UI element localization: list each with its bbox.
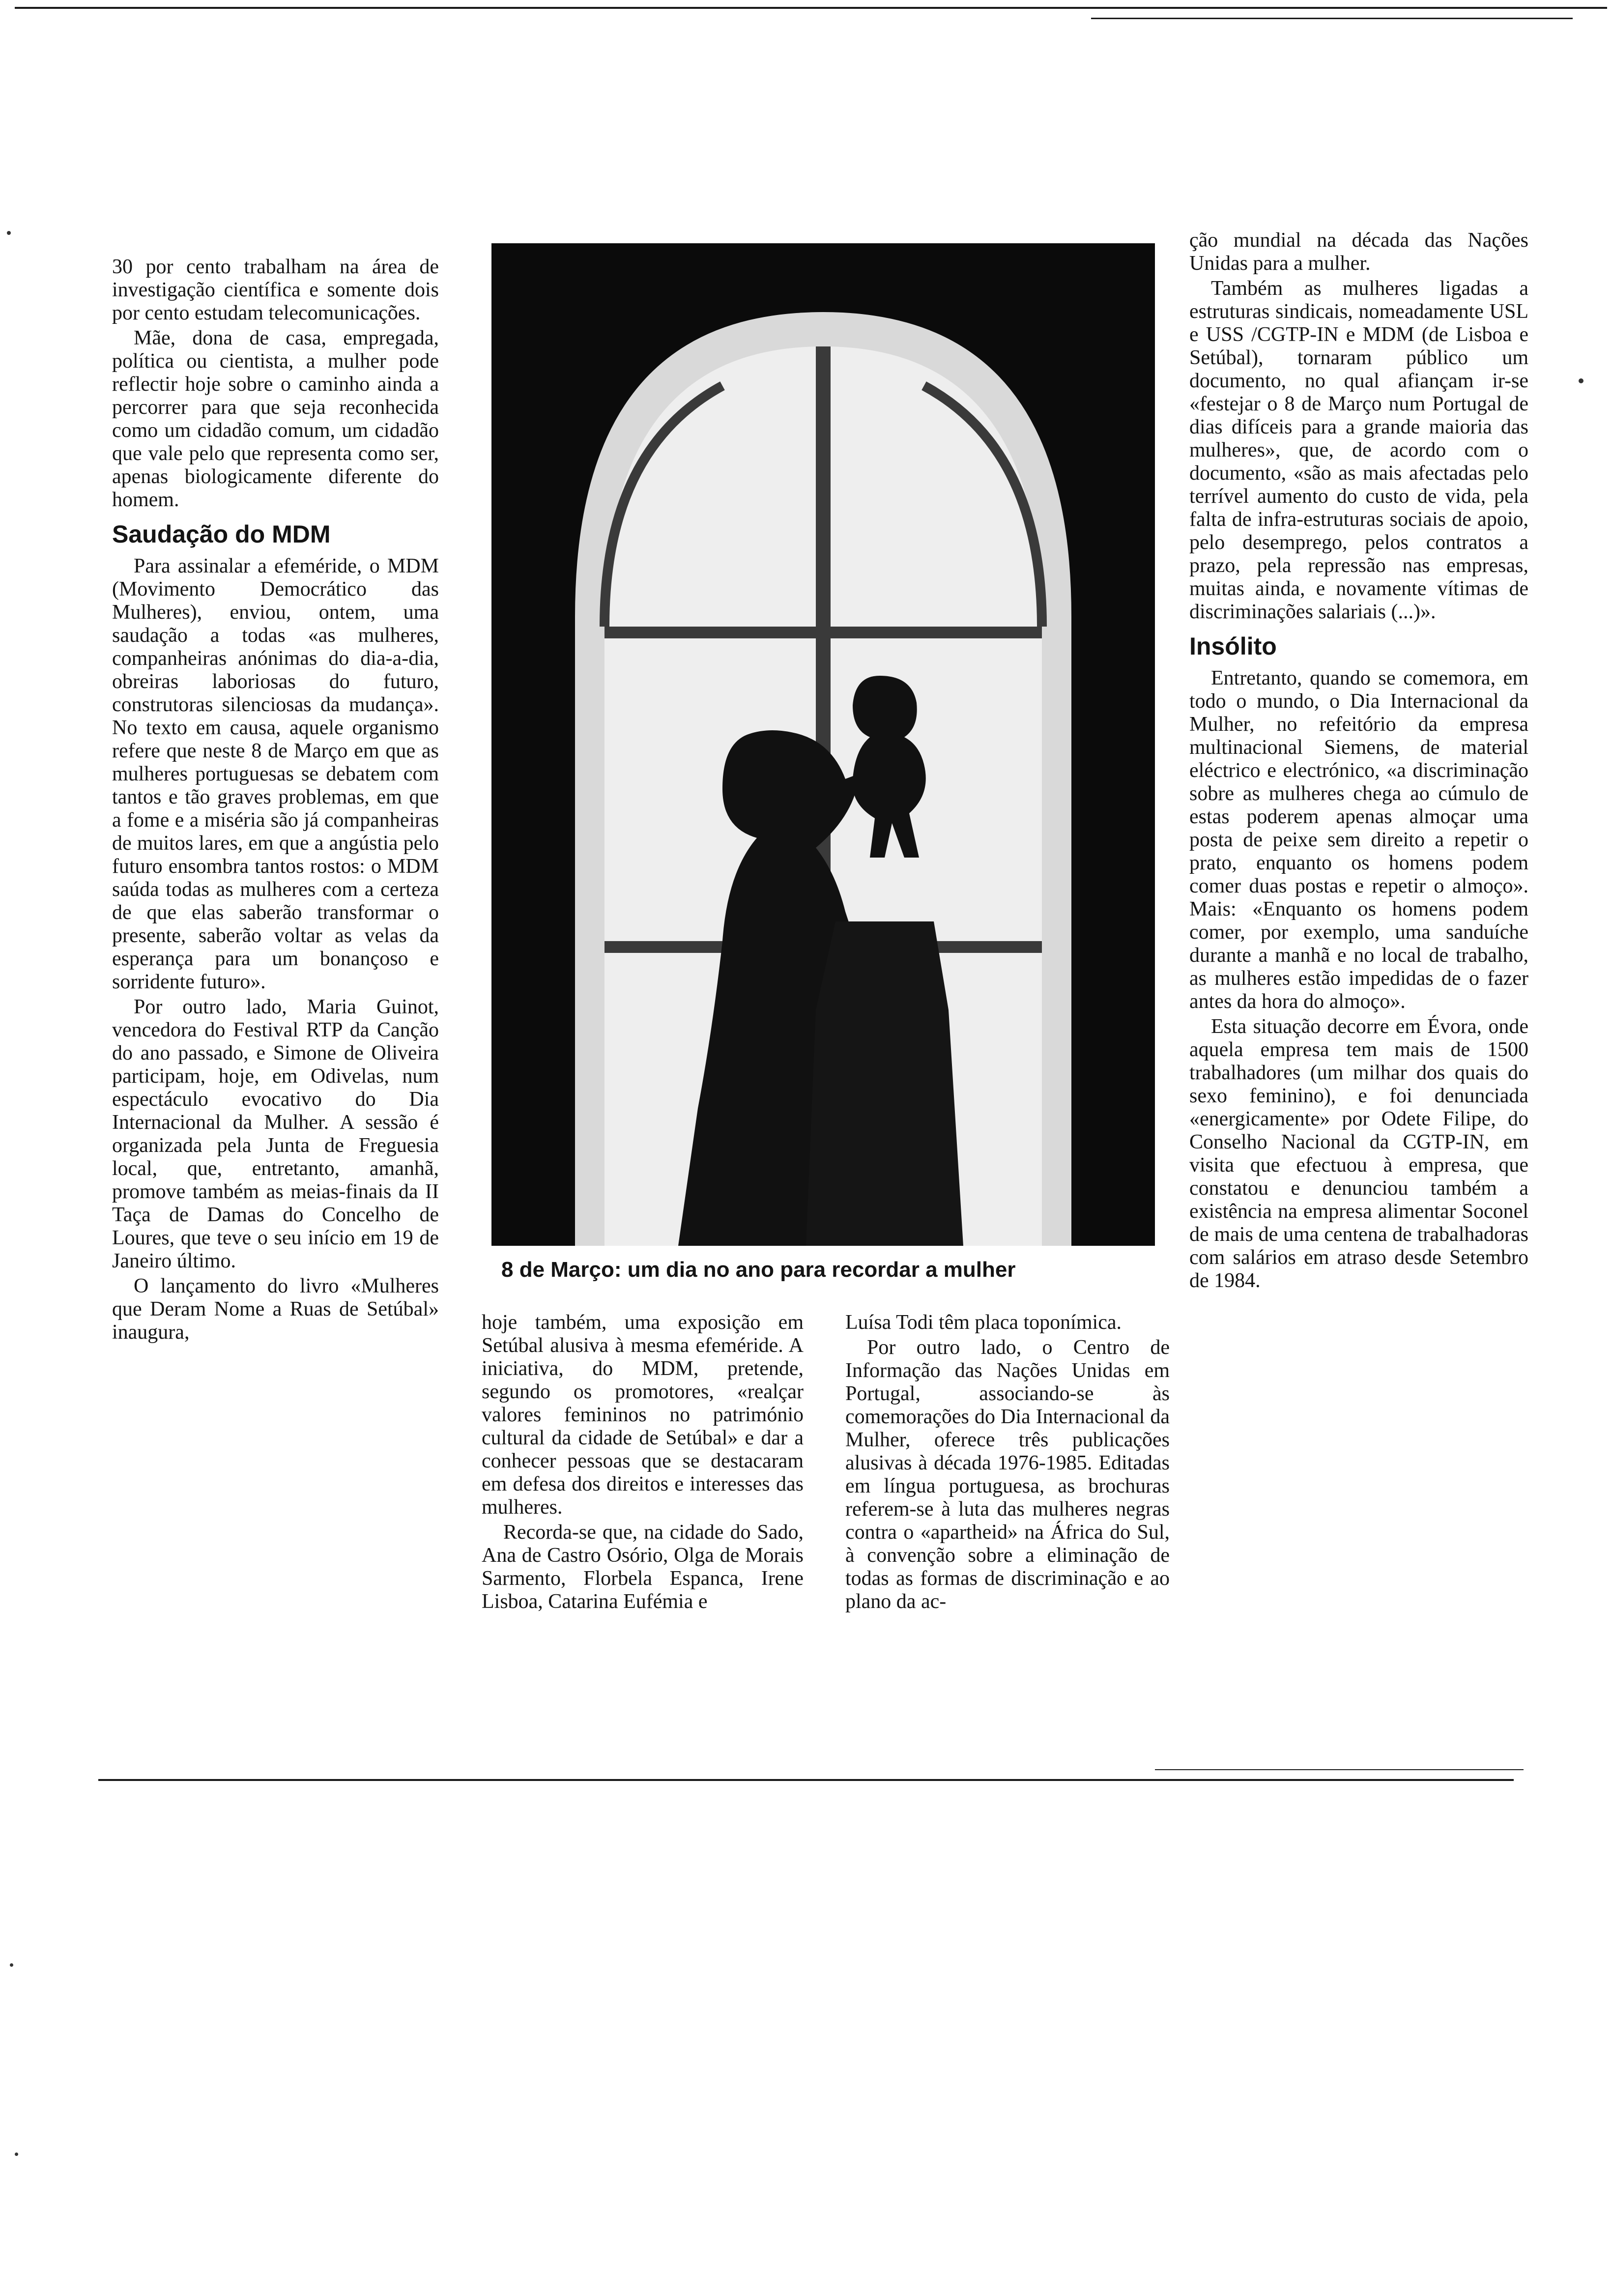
article-photo [491,243,1155,1246]
column-2 [482,1311,804,1615]
col4-paragraph-4: Esta situação decorre em Évora, onde aquela empresa tem mais de 1500 trabalhadores (um milhar dos quais do sexo feminino), e foi denunciada «energicamente» por Odete Filipe, do Conselho Nacional da CGTP-IN, em visita que efectuou à empresa, que constatou e denunciou também a existência na empresa alimentar Soconel de mais de uma centena de trabalhadoras com salários em atraso desde Setembro de 1984. [1189,1015,1528,1292]
col2-paragraph-1: hoje também, uma exposição em Setúbal alusiva à mesma efeméride. A iniciativa, do MDM, pretende, segundo os promotores, «realçar valores femininos no património cultural da cidade de Setúbal» e dar a conhecer pessoas que se destacaram em defesa dos direitos e interesses das mulheres. [482,1311,804,1519]
col1-paragraph-2: Mãe, dona de casa, empregada, política ou cientista, a mulher pode reflectir hoje sobre o caminho ainda a percorrer para que seja reconhecida como um cidadão comum, um cidadão que vale pelo que representa como ser, apenas biologicamente diferente do homem. [112,327,439,511]
col1-paragraph-1: 30 por cento trabalham na área de investigação científica e somente dois por cento estudam telecomunicações. [112,256,439,324]
column-3 [845,1311,1170,1615]
scan-speck [10,1963,13,1967]
bottom-rule-thin [1155,1769,1524,1770]
top-rule [15,7,1607,9]
subheading-saudacao: Saudação do MDM [112,520,331,548]
col2-paragraph-2: Recorda-se que, na cidade do Sado, Ana de Castro Osório, Olga de Morais Sarmento, Florbela Espanca, Irene Lisboa, Catarina Eufémia e [482,1521,804,1613]
column-1 [112,256,439,1346]
col4-paragraph-3: Entretanto, quando se comemora, em todo o mundo, o Dia Internacional da Mulher, no refeitório da empresa multinacional Siemens, de material eléctrico e electrónico, «a discriminação sobre as mulheres chega ao cúmulo de estas poderem apenas almoçar uma posta de peixe sem direito a repetir o prato, enquanto os homens podem comer duas postas e repetir o almoço». Mais: «Enquanto os homens podem comer, por exemplo, uma sanduíche durante a manhã e no local de trabalho, as mulheres estão impedidas de o fazer antes da hora do almoço». [1189,667,1528,1013]
photo-mother-child-silhouette [491,243,1155,1246]
col1-paragraph-3: Para assinalar a efeméride, o MDM (Movimento Democrático das Mulheres), enviou, ontem, uma saudação a todas «as mulheres, companheiras anónimas do dia-a-dia, obreiras laboriosas do futuro, construtoras silenciosas da mudança». No texto em causa, aquele organismo refere que neste 8 de Março em que as mulheres portuguesas se debatem com tantos e tão graves problemas, em que a fome e a miséria são já companheiras de muitos lares, em que a angústia pelo futuro ensombra tantos rostos: o MDM saúda todas as mulheres com a certeza de que elas saberão transformar o presente, saberão voltar as velas da esperança para um bonançoso e sorridente futuro». [112,555,439,993]
col3-paragraph-2: Por outro lado, o Centro de Informação das Nações Unidas em Portugal, associando-se às comemorações do Dia Internacional da Mulher, oferece três publicações alusivas à década 1976-1985. Editadas em língua portuguesa, as brochuras referem-se à luta das mulheres negras contra o «apartheid» na África do Sul, à convenção sobre a eliminação de todas as formas de discriminação e ao plano da ac- [845,1336,1170,1613]
scan-speck [15,2152,18,2156]
photo-caption: 8 de Março: um dia no ano para recordar a mulher [501,1258,1016,1282]
subheading-insolito: Insólito [1189,632,1277,660]
top-rule-segment [1091,18,1573,19]
col4-paragraph-2: Também as mulheres ligadas a estruturas sindicais, nomeadamente USL e USS /CGTP-IN e MDM (de Lisboa e Setúbal), tornaram público um documento, no qual afiançam ir-se «festejar o 8 de Março num Portugal de dias difíceis para a grande maioria das mulheres», que, de acordo com o documento, «são as mais afectadas pelo terrível aumento do custo de vida, pela falta de infra-estruturas sociais de apoio, pelo desemprego, pelos contratos a prazo, pela repressão nas empresas, muitas ainda, e novamente vítimas de discriminações salariais (...)». [1189,277,1528,623]
column-4 [1189,229,1528,1294]
scan-speck [1579,378,1583,383]
col1-paragraph-4: Por outro lado, Maria Guinot, vencedora do Festival RTP da Canção do ano passado, e Simone de Oliveira participam, hoje, em Odivelas, num espectáculo evocativo do Dia Internacional da Mulher. A sessão é organizada pela Junta de Freguesia local, que, entretanto, amanhã, promove também as meias-finais da II Taça de Damas do Concelho de Loures, que teve o seu início em 19 de Janeiro último. [112,996,439,1272]
scan-speck [7,231,11,235]
col4-paragraph-1: ção mundial na década das Nações Unidas para a mulher. [1189,229,1528,275]
col1-paragraph-5: O lançamento do livro «Mulheres que Deram Nome a Ruas de Setúbal» inaugura, [112,1275,439,1344]
col3-paragraph-1: Luísa Todi têm placa toponímica. [845,1311,1122,1334]
bottom-rule [98,1779,1514,1781]
